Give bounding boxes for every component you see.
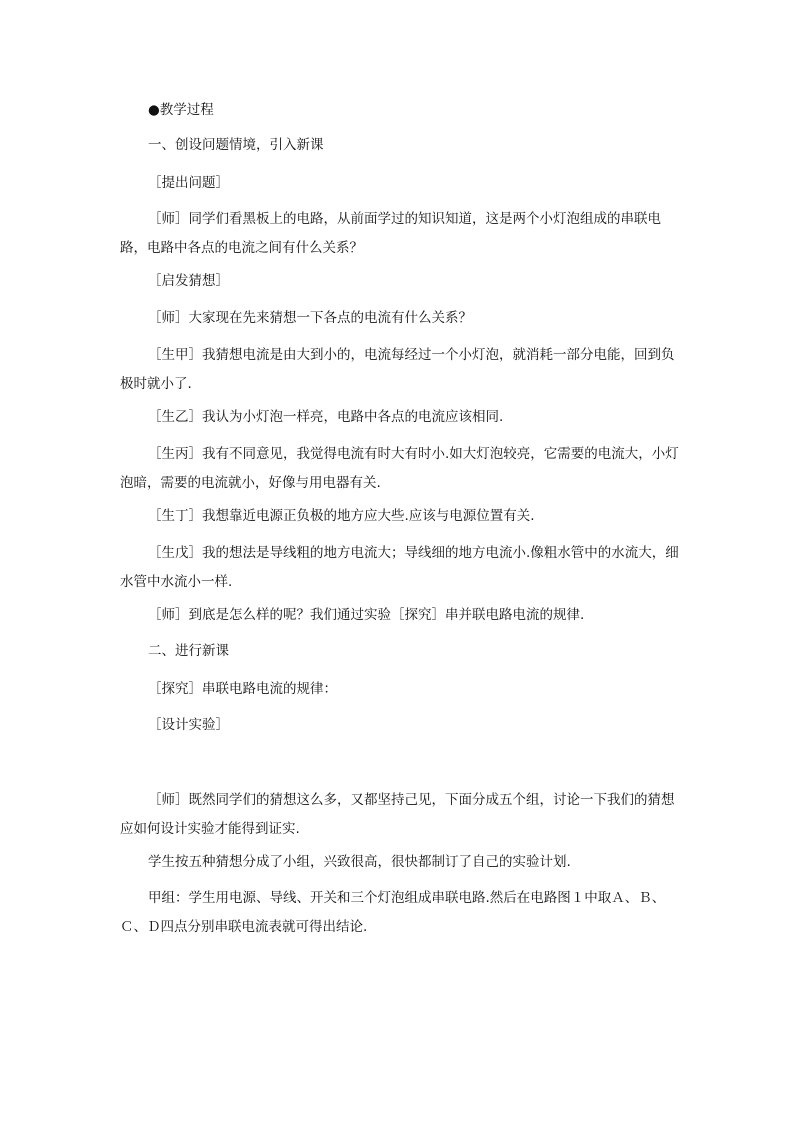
paragraph-student-yi: ［生乙］我认为小灯泡一样亮，电路中各点的电流应该相同. — [148, 409, 504, 425]
paragraph-inspire-guess: ［启发猜想］ — [148, 273, 229, 289]
paragraph-design-experiment: ［设计实验］ — [148, 717, 229, 733]
paragraph-teacher-question: ［师］同学们看黑板上的电路，从前面学过的知识知道，这是两个小灯泡组成的串联电路，电路中各点的电流之间有什么关系？ — [120, 211, 661, 256]
paragraph-student-ding: ［生丁］我想靠近电源正负极的地方应大些.应该与电源位置有关. — [148, 508, 535, 524]
paragraph-teacher-groups: ［师］既然同学们的猜想这么多，又都坚持己见，下面分成五个组，讨论一下我们的猜想应如何设计实验才能得到证实. — [120, 792, 675, 837]
paragraph-student-jia: ［生甲］我猜想电流是由大到小的，电流每经过一个小灯泡，就消耗一部分电能，回到负极时就小了. — [120, 347, 675, 392]
paragraph-explore-series: ［探究］串联电路电流的规律： — [148, 681, 337, 697]
paragraph-group-jia: 甲组：学生用电源、导线、开关和三个灯泡组成串联电路.然后在电路图１中取Ａ、Ｂ、Ｃ、Ｄ四点分别串联电流表就可得出结论. — [120, 890, 666, 935]
paragraph-teacher-explore: ［师］到底是怎么样的呢？我们通过实验［探究］串并联电路电流的规律. — [148, 607, 585, 623]
paragraph-student-bing: ［生丙］我有不同意见，我觉得电流有时大有时小.如大灯泡较亮，它需要的电流大，小灯泡暗，需要的电流就小，好像与用电器有关. — [120, 446, 679, 491]
paragraph-raise-question: ［提出问题］ — [148, 175, 229, 191]
section-heading-teaching-process: ●教学过程 — [148, 102, 214, 118]
section-heading-1: 一、创设问题情境，引入新课 — [148, 137, 324, 153]
section-heading-2: 二、进行新课 — [148, 643, 229, 659]
paragraph-student-wu: ［生戊］我的想法是导线粗的地方电流大；导线细的地方电流小.像粗水管中的水流大，细水管中水流小一样. — [120, 545, 679, 590]
paragraph-student-groups: 学生按五种猜想分成了小组，兴致很高，很快都制订了自己的实验计划. — [148, 854, 571, 870]
paragraph-teacher-guess: ［师］大家现在先来猜想一下各点的电流有什么关系？ — [148, 310, 472, 326]
